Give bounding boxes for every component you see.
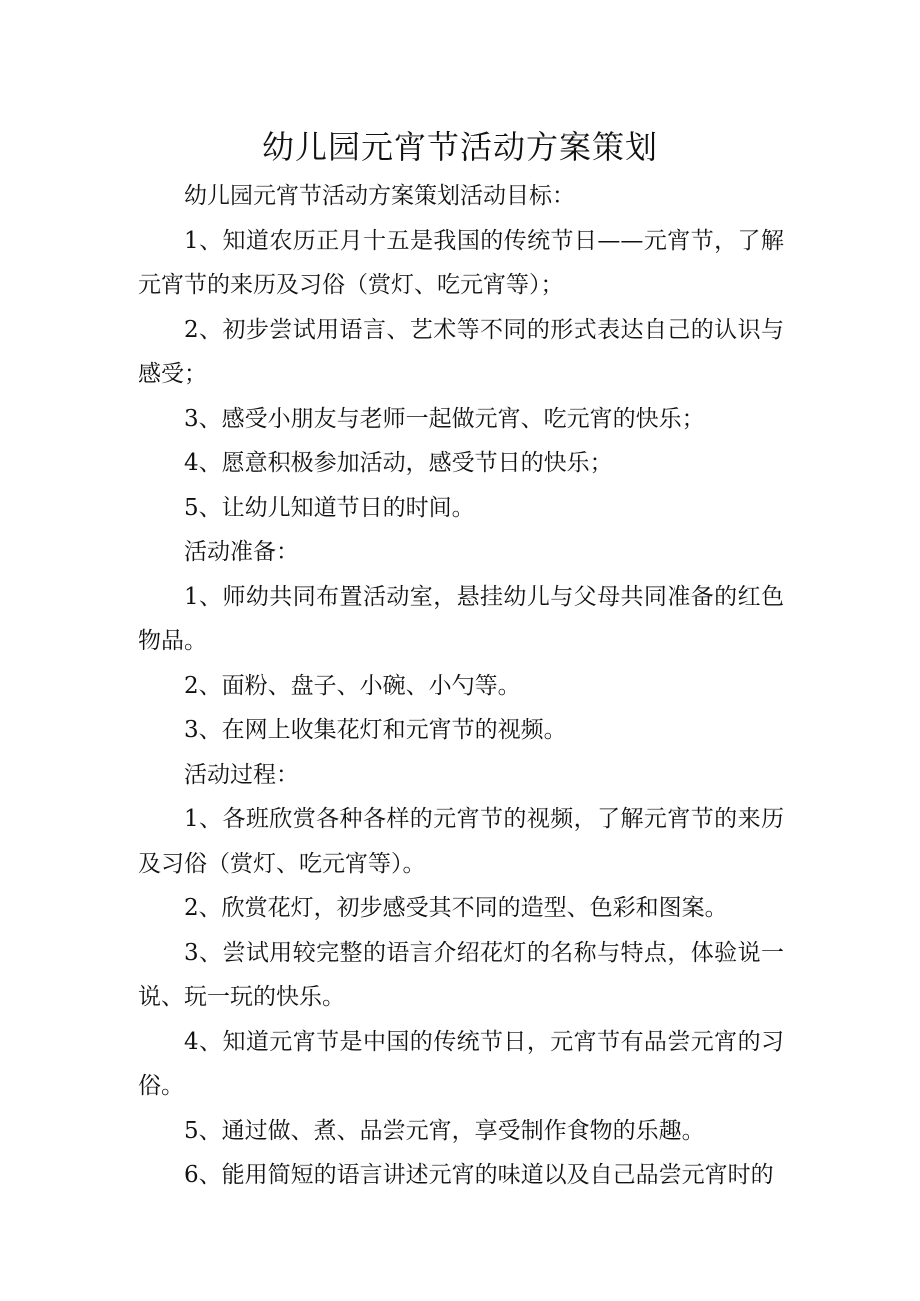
paragraph-preparation-1: 1、师幼共同布置活动室，悬挂幼儿与父母共同准备的红色物品。 (138, 583, 784, 654)
paragraph-process-4: 4、知道元宵节是中国的传统节日，元宵节有品尝元宵的习俗。 (138, 1028, 784, 1099)
paragraph-process-3: 3、尝试用较完整的语言介绍花灯的名称与特点，体验说一说、玩一玩的快乐。 (138, 939, 784, 1010)
document-body (138, 174, 784, 1198)
paragraph-objective-5: 5、让幼儿知道节日的时间。 (184, 494, 475, 521)
paragraph-process-heading: 活动过程： (184, 761, 299, 788)
paragraph-preparation-3: 3、在网上收集花灯和元宵节的视频。 (184, 717, 567, 743)
paragraph-process-5: 5、通过做、煮、品尝元宵，享受制作食物的乐趣。 (184, 1117, 705, 1144)
document-title: 幼儿园元宵节活动方案策划 (261, 128, 658, 166)
paragraph-process-6: 6、能用简短的语言讲述元宵的味道以及自己品尝元宵时的 (184, 1162, 774, 1188)
paragraph-preparation-2: 2、面粉、盘子、小碗、小勺等。 (184, 672, 521, 699)
paragraph-objective-3: 3、感受小朋友与老师一起做元宵、吃元宵的快乐； (184, 405, 705, 432)
paragraph-process-1: 1、各班欣赏各种各样的元宵节的视频，了解元宵节的来历及习俗（赏灯、吃元宵等）。 (138, 806, 784, 877)
paragraph-preparation-heading: 活动准备： (184, 539, 299, 565)
paragraph-objective-4: 4、愿意积极参加活动，感受节日的快乐； (184, 450, 613, 476)
paragraph-process-2: 2、欣赏花灯，初步感受其不同的造型、色彩和图案。 (184, 895, 728, 921)
paragraph-objective-heading: 幼儿园元宵节活动方案策划活动目标： (184, 183, 575, 209)
paragraph-objective-1: 1、知道农历正月十五是我国的传统节日——元宵节，了解元宵节的来历及习俗（赏灯、吃元宵等）； (138, 227, 784, 298)
paragraph-objective-2: 2、初步尝试用语言、艺术等不同的形式表达自己的认识与感受； (138, 316, 784, 387)
